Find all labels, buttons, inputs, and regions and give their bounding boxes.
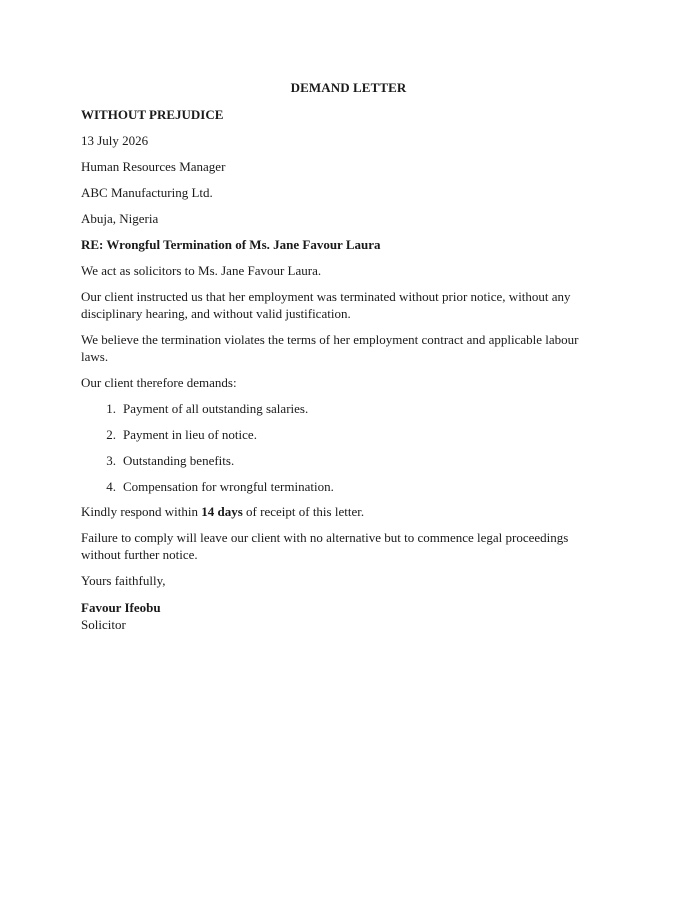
demands-intro: Our client therefore demands:: [81, 375, 237, 390]
response-deadline: [81, 503, 616, 520]
violation-line-1: We believe the termination violates the terms of her employment contract and applicable labour: [81, 332, 579, 347]
letter-title: DEMAND LETTER: [290, 80, 407, 95]
intro-paragraph: We act as solicitors to Ms. Jane Favour Laura.: [81, 263, 322, 278]
demands-list: [81, 400, 616, 495]
letter-date: 13 July 2026: [81, 133, 149, 148]
list-item-text: Payment in lieu of notice.: [123, 427, 257, 442]
instruction-paragraph: [81, 288, 616, 322]
list-item-text: Outstanding benefits.: [123, 453, 235, 468]
failure-line-2: without further notice.: [81, 547, 198, 562]
violation-line-2: laws.: [81, 349, 109, 364]
signature-block: [81, 599, 616, 633]
list-item-number: 4.: [106, 479, 116, 494]
list-item: [81, 452, 616, 469]
list-item: [81, 426, 616, 443]
without-prejudice-marking: WITHOUT PREJUDICE: [81, 107, 224, 122]
list-item: [81, 400, 616, 417]
instruction-line-1: Our client instructed us that her employment was terminated without prior notice, without any: [81, 289, 571, 304]
list-item: [81, 478, 616, 495]
recipient-location: Abuja, Nigeria: [81, 211, 159, 226]
recipient-title: Human Resources Manager: [81, 159, 226, 174]
list-item-text: Compensation for wrongful termination.: [123, 479, 334, 494]
instruction-line-2: disciplinary hearing, and without valid justification.: [81, 306, 351, 321]
list-item-number: 2.: [106, 427, 116, 442]
response-after: of receipt of this letter.: [242, 504, 365, 519]
recipient-address: [81, 158, 616, 227]
failure-line-1: Failure to comply will leave our client with no alternative but to commence legal proceedings: [81, 530, 569, 545]
response-days: 14 days: [201, 504, 243, 519]
closing-salutation: Yours faithfully,: [81, 573, 166, 588]
signatory-role: Solicitor: [81, 617, 126, 632]
recipient-company: ABC Manufacturing Ltd.: [81, 185, 213, 200]
list-item-text: Payment of all outstanding salaries.: [123, 401, 309, 416]
list-item-number: 1.: [106, 401, 116, 416]
subject-line: RE: Wrongful Termination of Ms. Jane Favour Laura: [81, 237, 381, 252]
letter-body: [81, 80, 616, 633]
response-before: Kindly respond within: [81, 504, 202, 519]
list-item-number: 3.: [106, 453, 116, 468]
failure-paragraph: [81, 529, 616, 563]
signatory-name: Favour Ifeobu: [81, 600, 161, 615]
violation-paragraph: [81, 331, 616, 365]
